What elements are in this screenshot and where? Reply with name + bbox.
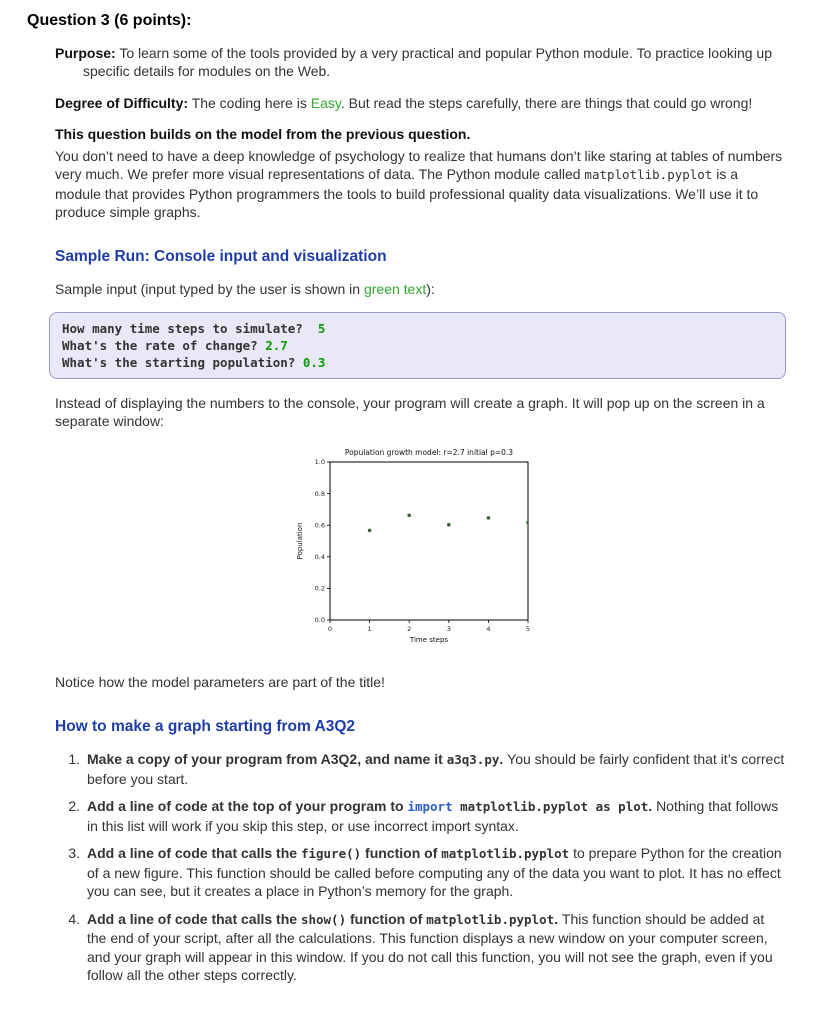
y-tick-label: 0.0 (314, 615, 325, 624)
step-number: 3. (68, 845, 80, 861)
inline-code: matplotlib.pyplot (441, 846, 570, 861)
howto-heading: How to make a graph starting from A3Q2 (55, 717, 356, 735)
inline-code: a3q3.py (446, 752, 500, 767)
howto-steps (55, 750, 786, 985)
difficulty-easy-label: Easy (310, 94, 341, 111)
chart-figure (55, 444, 786, 664)
step-text: . (648, 798, 657, 814)
difficulty-text-pre: The coding here is (191, 94, 307, 111)
purpose-paragraph (55, 44, 786, 81)
data-point (526, 520, 530, 524)
sample-input-intro (55, 280, 786, 299)
x-tick-label: 5 (525, 624, 530, 633)
population-chart (286, 444, 556, 659)
step-number: 2. (68, 798, 80, 814)
howto-step (65, 750, 786, 788)
console-prompt: What's the rate of change? (62, 337, 266, 353)
question-body (55, 44, 786, 985)
builds-text-2: is a module that provides Python programmers the tools to build professional quality data visualizations. We’ll use it to produce simple graphs. (55, 166, 759, 220)
console-sample (49, 312, 786, 379)
x-tick-label: 2 (406, 624, 411, 633)
step-text: Add a line of code that calls the (87, 845, 301, 861)
console-line (62, 320, 773, 337)
step-text: . (554, 910, 562, 927)
plot-area (330, 462, 528, 620)
x-tick-label: 0 (327, 624, 332, 633)
step-text: function of (346, 910, 427, 927)
step-text: Nothing that follows in this list will work if you skip this step, or use incorrect import syntax. (87, 798, 779, 834)
difficulty-text-post: . But read the steps carefully, there are things that could go wrong! (340, 94, 753, 111)
x-tick-label: 4 (485, 624, 490, 633)
step-text: Make a copy of your program from A3Q2, and name it (87, 751, 447, 767)
inline-code: matplotlib.pyplot as plot (452, 799, 649, 814)
x-axis-label: Time steps (409, 635, 448, 644)
console-user-input: 5 (317, 320, 326, 336)
question-title: Question 3 (6 points): (27, 12, 192, 29)
y-axis-label: Population (295, 522, 304, 559)
step-number: 1. (68, 751, 80, 767)
chart-title: Population growth model: r=2.7 initial p=0.3 (344, 447, 513, 457)
data-point (367, 528, 371, 532)
step-text: This function should be added at the end of your script, after all the calculations. This function displays a new window on your computer screen, and your graph will appear in this window. If you do not call this function, you will not see the graph, even if you follow all the other steps correctly. (87, 910, 773, 983)
console-user-input: 0.3 (302, 354, 326, 370)
graph-explanation: Instead of displaying the numbers to the console, your program will create a graph. It will pop up on the screen in a separate window: (55, 394, 765, 429)
inline-code: figure() (300, 846, 362, 861)
y-tick-label: 1.0 (314, 457, 325, 466)
step-body (87, 844, 786, 901)
y-tick-label: 0.2 (314, 584, 325, 593)
data-point (486, 516, 490, 520)
inline-code-matplotlib: matplotlib.pyplot (584, 167, 713, 182)
step-text: . (499, 751, 508, 767)
step-text: function of (361, 845, 442, 861)
data-point (407, 513, 411, 517)
x-tick-label: 3 (446, 624, 451, 633)
difficulty-paragraph (55, 94, 786, 113)
step-body (87, 750, 786, 788)
builds-on-heading: This question builds on the model from the previous question. (55, 126, 471, 142)
sample-intro-post: ): (426, 281, 435, 297)
notice-text: Notice how the model parameters are part of the title! (55, 674, 385, 690)
step-text: Add a line of code that calls the (87, 910, 301, 927)
step-number: 4. (68, 910, 80, 927)
x-tick-label: 1 (367, 624, 372, 633)
console-prompt: What's the starting population? (62, 354, 303, 370)
builds-on-paragraph (55, 147, 786, 222)
y-tick-label: 0.4 (314, 552, 325, 561)
inline-code: import (407, 799, 453, 814)
console-line (62, 354, 773, 371)
purpose-text: To learn some of the tools provided by a very practical and popular Python module. To practice looking up specific details for modules on the Web. (83, 44, 773, 79)
difficulty-label: Degree of Difficulty: (55, 94, 189, 111)
y-tick-label: 0.6 (314, 520, 325, 529)
howto-step (65, 910, 786, 985)
console-line (62, 337, 773, 354)
howto-step (65, 797, 786, 835)
y-tick-label: 0.8 (314, 489, 325, 498)
inline-code: matplotlib.pyplot (426, 911, 555, 927)
builds-text-1: You don’t need to have a deep knowledge of psychology to realize that humans don’t like staring at tables of numbers very much. We prefer more visual representations of data. The Python module called (55, 147, 783, 182)
purpose-label: Purpose: (55, 44, 116, 61)
sample-run-heading: Sample Run: Console input and visualization (55, 247, 387, 265)
data-point (447, 522, 451, 526)
console-user-input: 2.7 (265, 337, 288, 353)
step-body (87, 910, 786, 985)
sample-intro-pre: Sample input (input typed by the user is shown in (55, 281, 361, 297)
console-prompt: How many time steps to simulate? (62, 320, 318, 336)
step-text: to prepare Python for the creation of a new figure. This function should be called before computing any of the data you want to plot. It has no effect you can see, but it creates a place in Python’s memory for the graph. (87, 845, 782, 899)
inline-code: show() (300, 911, 347, 927)
step-text: You should be fairly confident that it’s correct before you start. (87, 751, 785, 787)
green-text-label: green text (363, 281, 427, 297)
step-text: Add a line of code at the top of your program to (87, 798, 408, 814)
howto-step (65, 844, 786, 901)
step-body (87, 797, 786, 835)
